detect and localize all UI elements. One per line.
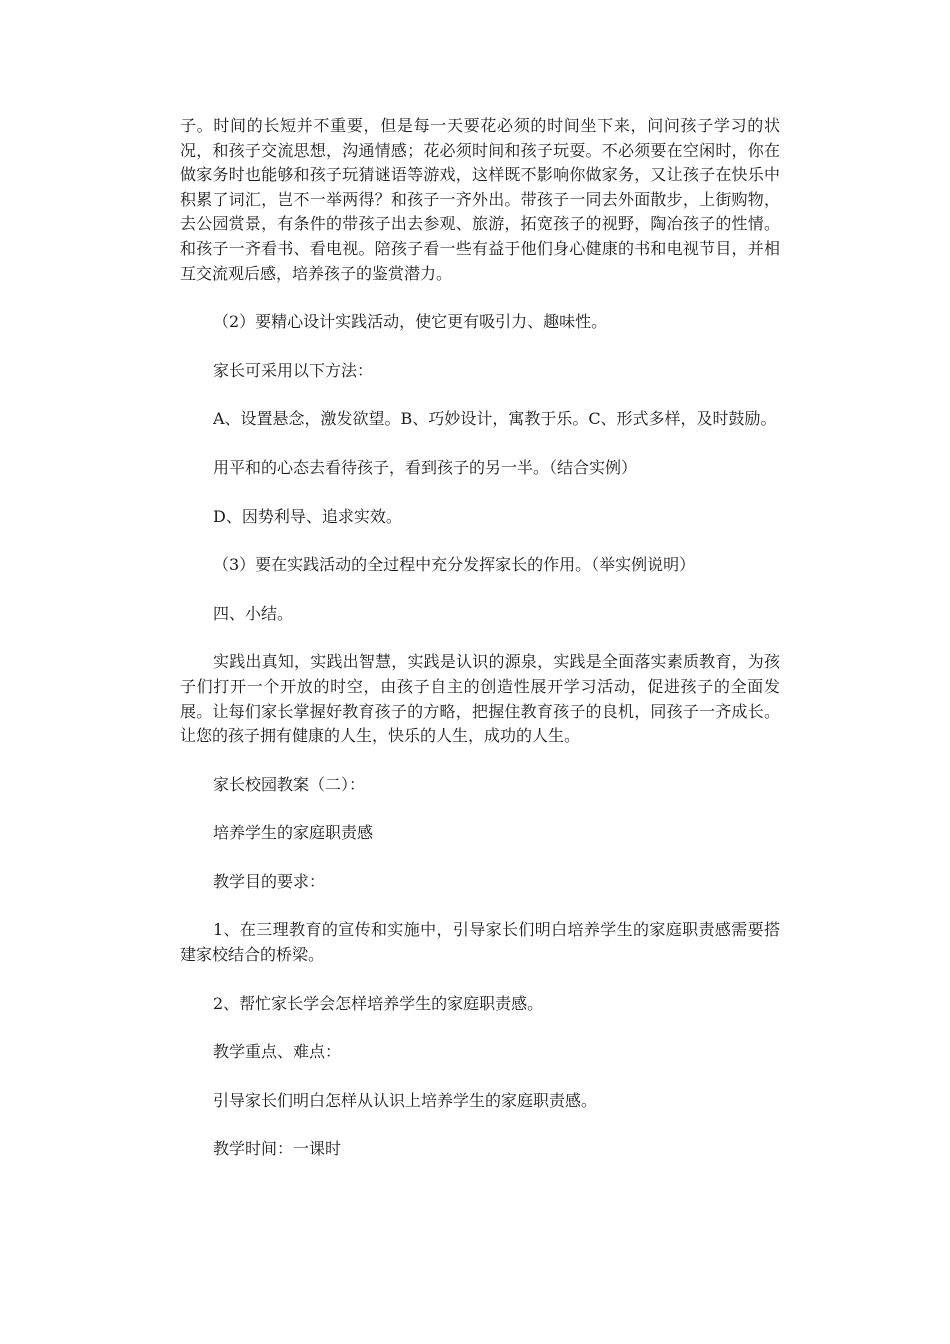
lesson-subtitle: 培养学生的家庭职责感: [213, 823, 374, 843]
paragraph-teaching-time: 教学时间：一课时: [213, 1139, 342, 1159]
paragraph-calm-attitude: 用平和的心态去看待孩子，看到孩子的另一半。（结合实例）: [213, 457, 638, 477]
document-body: [180, 114, 780, 1162]
paragraph-family-time: 子。时间的长短并不重要，但是每一天要花必须的时间坐下来，问问孩子学习的状况，和孩子交流思想，沟通情感；花必须时间和孩子玩耍。不必须要在空闲时，你在做家务时也能够和孩子玩猜谜语等游戏，这样既不影响你做家务，又让孩子在快乐中积累了词汇，岂不一举两得？和孩子一齐外出。带孩子一同去外面散步，上街购物，去公园赏景，有条件的带孩子出去参观、旅游，拓宽孩子的视野，陶冶孩子的性情。和孩子一齐看书、看电视。陪孩子看一些有益于他们身心健康的书和电视节目，并相互交流观后感，培养孩子的鉴赏潜力。: [180, 116, 780, 283]
section-heading-summary: 四、小结。: [213, 603, 294, 623]
heading-teaching-goals: 教学目的要求：: [213, 871, 326, 891]
paragraph-goal-2: 2、帮忙家长学会怎样培养学生的家庭职责感。: [213, 993, 544, 1013]
paragraph-methods-abc: A、设置悬念，激发欲望。B、巧妙设计，寓教于乐。C、形式多样，及时鼓励。: [213, 409, 777, 429]
heading-key-points: 教学重点、难点：: [213, 1042, 342, 1062]
paragraph-point-2: （2）要精心设计实践活动，使它更有吸引力、趣味性。: [213, 312, 608, 332]
paragraph-point-3: （3）要在实践活动的全过程中充分发挥家长的作用。（举实例说明）: [213, 555, 696, 575]
paragraph-goal-1: 1、在三理教育的宣传和实施中，引导家长们明白培养学生的家庭职责感需要搭建家校结合的桥梁。: [180, 920, 780, 965]
paragraph-method-d: D、因势利导、追求实效。: [213, 506, 402, 526]
paragraph-summary: 实践出真知，实践出智慧，实践是认识的源泉，实践是全面落实素质教育，为孩子们打开一个开放的时空，由孩子自主的创造性展开学习活动，促进孩子的全面发展。让每们家长掌握好教育孩子的方略，把握住教育孩子的良机，同孩子一齐成长。让您的孩子拥有健康的人生，快乐的人生，成功的人生。: [180, 652, 780, 746]
paragraph-methods-intro: 家长可采用以下方法：: [213, 360, 374, 380]
paragraph-key-points: 引导家长们明白怎样从认识上培养学生的家庭职责感。: [213, 1090, 598, 1110]
lesson-title-2: 家长校园教案（二）：: [213, 774, 366, 794]
